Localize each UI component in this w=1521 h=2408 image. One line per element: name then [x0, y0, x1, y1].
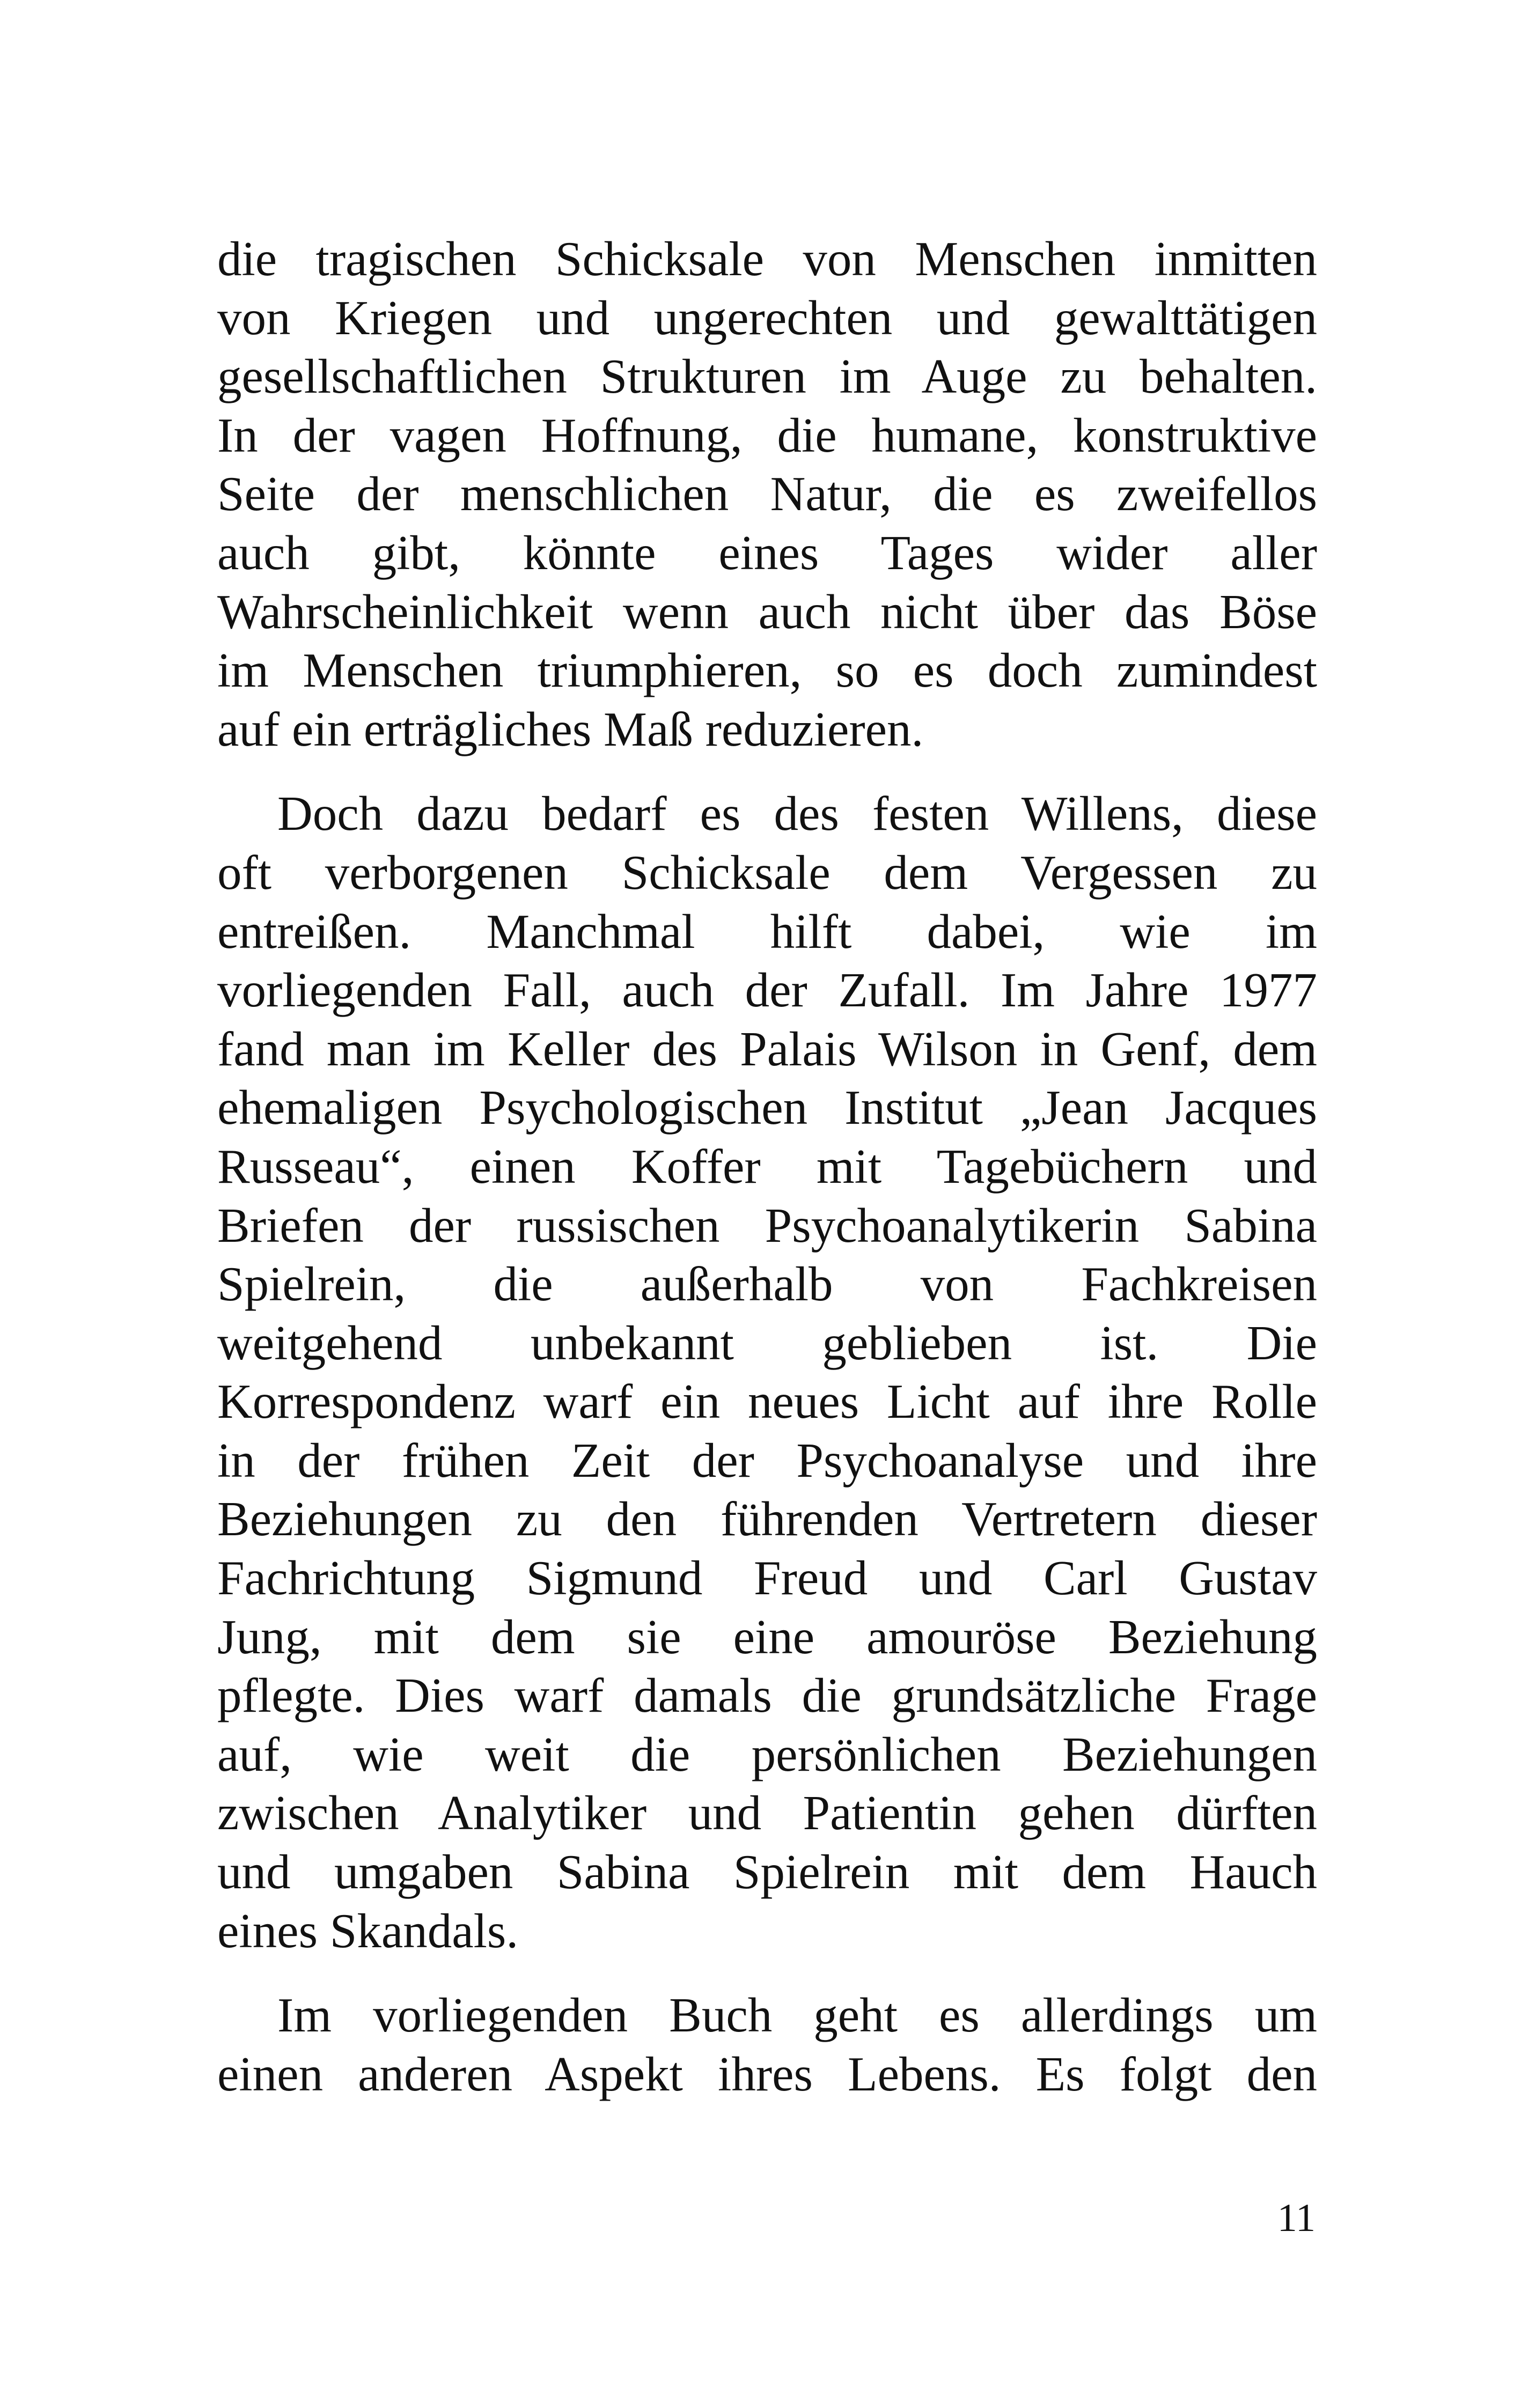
text-line: auch gibt, könnte eines Tages wider aller: [217, 525, 1317, 580]
text-line: einen anderen Aspekt ihres Lebens. Es folgt den: [217, 2046, 1317, 2101]
text-line: auf, wie weit die persönlichen Beziehungen: [217, 1727, 1317, 1781]
text-line: in der frühen Zeit der Psychoanalyse und ihre: [217, 1433, 1317, 1487]
text-line: pflegte. Dies warf damals die grundsätzliche Frage: [217, 1668, 1317, 1723]
text-line: In der vagen Hoffnung, die humane, konstruktive: [217, 408, 1317, 462]
text-line: Im vorliegenden Buch geht es allerdings um: [277, 1988, 1317, 2043]
text-line: zwischen Analytiker und Patientin gehen dürften: [217, 1786, 1317, 1840]
text-line: gesellschaftlichen Strukturen im Auge zu behalten.: [217, 349, 1317, 404]
text-line: Korrespondenz warf ein neues Licht auf ihre Rolle: [217, 1374, 1317, 1429]
paragraph-2: [217, 784, 1317, 1960]
text-line: Fachrichtung Sigmund Freud und Carl Gustav: [217, 1551, 1317, 1606]
text-line: ehemaligen Psychologischen Institut „Jean Jacques: [217, 1080, 1317, 1135]
body-text: [217, 230, 1317, 2103]
text-line: eines Skandals.: [217, 1903, 519, 1958]
text-line: und umgaben Sabina Spielrein mit dem Hauch: [217, 1845, 1317, 1899]
text-line: die tragischen Schicksale von Menschen inmitten: [217, 232, 1317, 286]
text-line: entreißen. Manchmal hilft dabei, wie im: [217, 904, 1317, 959]
paragraph-3: [217, 1986, 1317, 2103]
text-line: im Menschen triumphieren, so es doch zumindest: [217, 643, 1317, 698]
text-line: oft verborgenen Schicksale dem Vergessen zu: [217, 845, 1317, 900]
paragraph-1: [217, 230, 1317, 759]
text-line: Briefen der russischen Psychoanalytikerin Sabina: [217, 1198, 1317, 1253]
text-line: auf ein erträgliches Maß reduzieren.: [217, 702, 924, 756]
text-line: Seite der menschlichen Natur, die es zweifellos: [217, 467, 1317, 521]
text-line: Doch dazu bedarf es des festen Willens, diese: [277, 786, 1317, 841]
text-line: Jung, mit dem sie eine amouröse Beziehung: [217, 1609, 1317, 1664]
text-line: Spielrein, die außerhalb von Fachkreisen: [217, 1257, 1317, 1312]
page-number: 11: [1277, 2196, 1316, 2240]
text-line: Wahrscheinlichkeit wenn auch nicht über das Böse: [217, 584, 1317, 639]
text-line: Beziehungen zu den führenden Vertretern dieser: [217, 1492, 1317, 1547]
text-line: vorliegenden Fall, auch der Zufall. Im Jahre 1977: [217, 963, 1317, 1018]
text-line: von Kriegen und ungerechten und gewalttätigen: [217, 290, 1317, 345]
text-line: weitgehend unbekannt geblieben ist. Die: [217, 1315, 1317, 1370]
text-line: Russeau“, einen Koffer mit Tagebüchern und: [217, 1139, 1317, 1194]
text-line: fand man im Keller des Palais Wilson in Genf, dem: [217, 1021, 1317, 1076]
